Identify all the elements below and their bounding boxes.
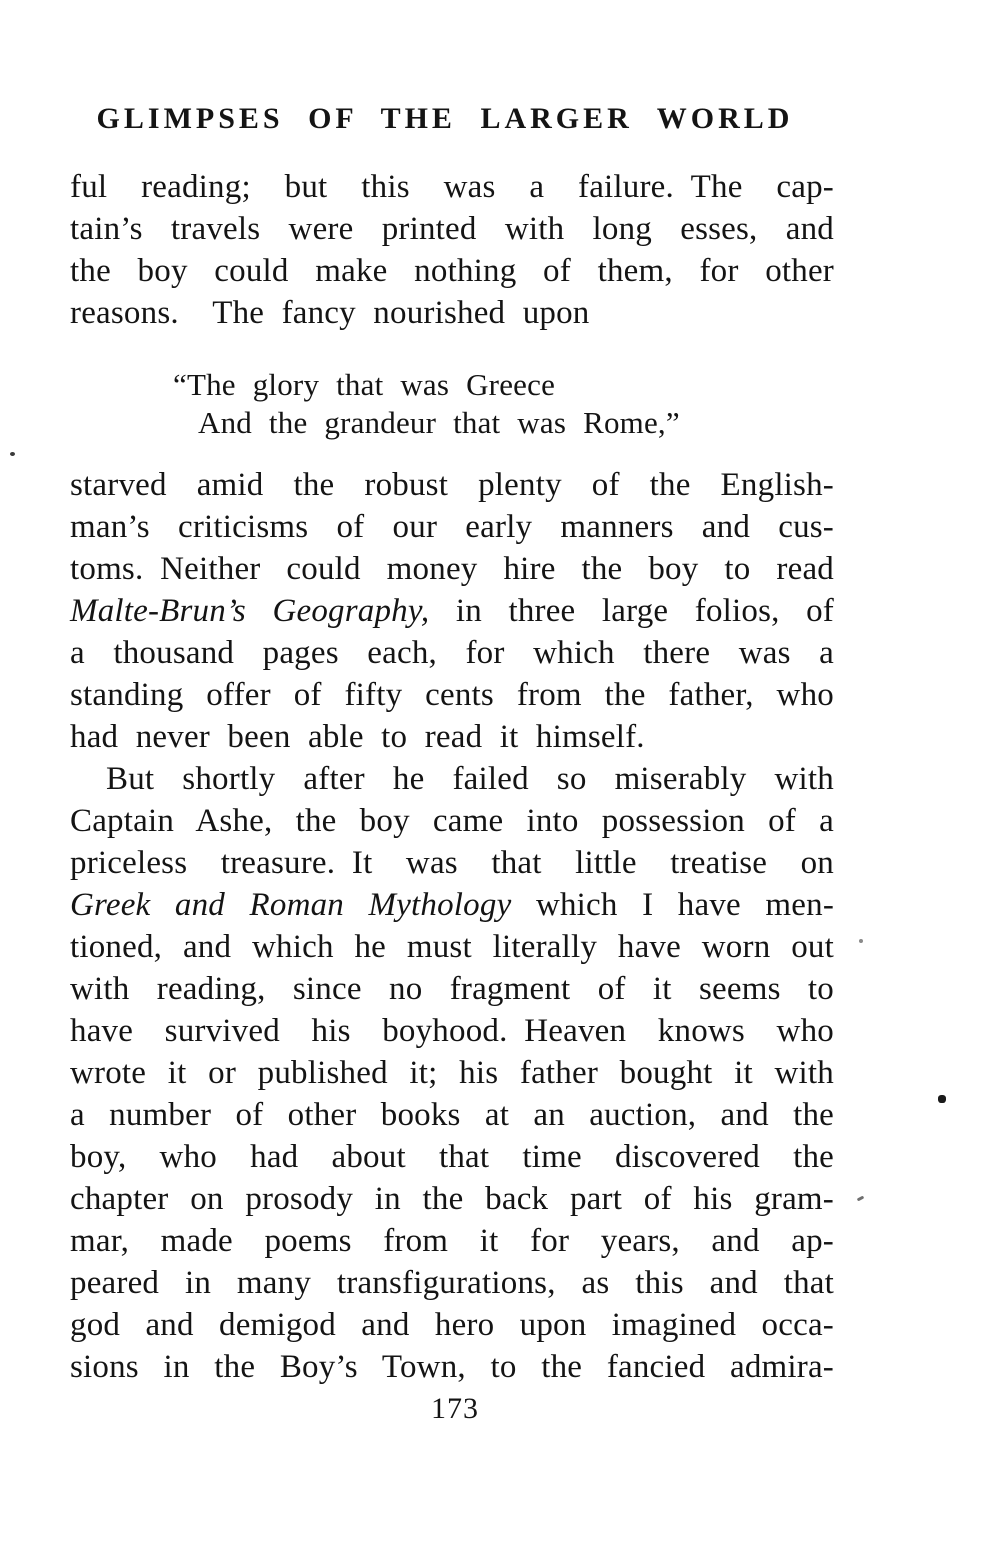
text-segment: a number of other books at an auction, and the — [70, 1097, 834, 1133]
text-line — [70, 1136, 834, 1178]
text-line — [70, 590, 834, 632]
text-line — [70, 1178, 834, 1220]
text-line — [70, 1262, 834, 1304]
text-segment: toms. Neither could money hire the boy to read — [70, 551, 834, 587]
text-segment: tain’s travels were printed with long esses, and — [70, 211, 834, 247]
ink-speck — [938, 1095, 946, 1103]
text-segment: mar, made poems from it for years, and ap- — [70, 1223, 834, 1259]
text-line — [70, 1304, 834, 1346]
text-segment: with reading, since no fragment of it seems to — [70, 971, 834, 1007]
text-segment: tioned, and which he must literally have worn out — [70, 929, 834, 965]
text-segment: standing offer of fifty cents from the father, who — [70, 677, 834, 713]
text-line — [70, 1220, 834, 1262]
text-line — [70, 1346, 834, 1388]
text-line — [70, 800, 834, 842]
text-line — [70, 632, 834, 674]
text-segment: And the grandeur that was Rome,” — [198, 405, 680, 440]
text-line — [70, 166, 834, 208]
text-line — [70, 1052, 834, 1094]
text-line — [70, 968, 834, 1010]
text-segment: a thousand pages each, for which there was a — [70, 635, 834, 671]
text-line — [70, 758, 834, 800]
ink-speck — [857, 1196, 865, 1202]
text-segment: But shortly after he failed so miserably with — [106, 761, 834, 797]
text-line — [70, 250, 834, 292]
text-segment: ful reading; but this was a failure. The cap- — [70, 169, 834, 205]
text-line — [70, 548, 834, 590]
text-segment: god and demigod and hero upon imagined occa- — [70, 1307, 834, 1343]
text-segment: peared in many transfigurations, as this and that — [70, 1265, 834, 1301]
book-title-italic: Greek and Roman Mythology — [70, 887, 512, 923]
text-segment: have survived his boyhood. Heaven knows who — [70, 1013, 834, 1049]
text-line — [70, 716, 834, 758]
text-line — [70, 208, 834, 250]
page-number: 173 — [431, 1392, 479, 1425]
text-line — [70, 1094, 834, 1136]
text-segment: the boy could make nothing of them, for other — [70, 253, 834, 289]
text-segment: man’s criticisms of our early manners and cus- — [70, 509, 834, 545]
ink-speck — [10, 452, 15, 456]
book-title-italic: Malte-Brun’s Geography, — [70, 593, 430, 629]
text-segment: had never been able to read it himself. — [70, 719, 645, 755]
text-segment: Captain Ashe, the boy came into possession of a — [70, 803, 834, 839]
ink-speck — [859, 939, 863, 943]
text-segment: chapter on prosody in the back part of his gram- — [70, 1181, 834, 1217]
text-segment: which I have men- — [511, 887, 835, 923]
text-segment: priceless treasure. It was that little treatise on — [70, 845, 834, 881]
text-line — [173, 366, 834, 404]
text-segment: boy, who had about that time discovered the — [70, 1139, 834, 1175]
text-line — [70, 1010, 834, 1052]
text-line — [70, 926, 834, 968]
text-segment: reasons. The fancy nourished upon — [70, 295, 590, 331]
text-line — [70, 506, 834, 548]
page-body — [70, 166, 834, 1388]
text-segment: wrote it or published it; his father bought it with — [70, 1055, 834, 1091]
text-segment: starved amid the robust plenty of the English- — [70, 467, 834, 503]
text-segment: “The glory that was Greece — [173, 367, 556, 402]
text-line — [70, 842, 834, 884]
text-segment: in three large folios, of — [429, 593, 834, 629]
text-line — [70, 464, 834, 506]
text-line — [70, 674, 834, 716]
running-header: GLIMPSES OF THE LARGER WORLD — [96, 102, 794, 135]
text-line — [70, 292, 834, 334]
text-line — [198, 404, 834, 442]
text-segment: sions in the Boy’s Town, to the fancied admira- — [70, 1349, 834, 1385]
text-line — [70, 884, 834, 926]
